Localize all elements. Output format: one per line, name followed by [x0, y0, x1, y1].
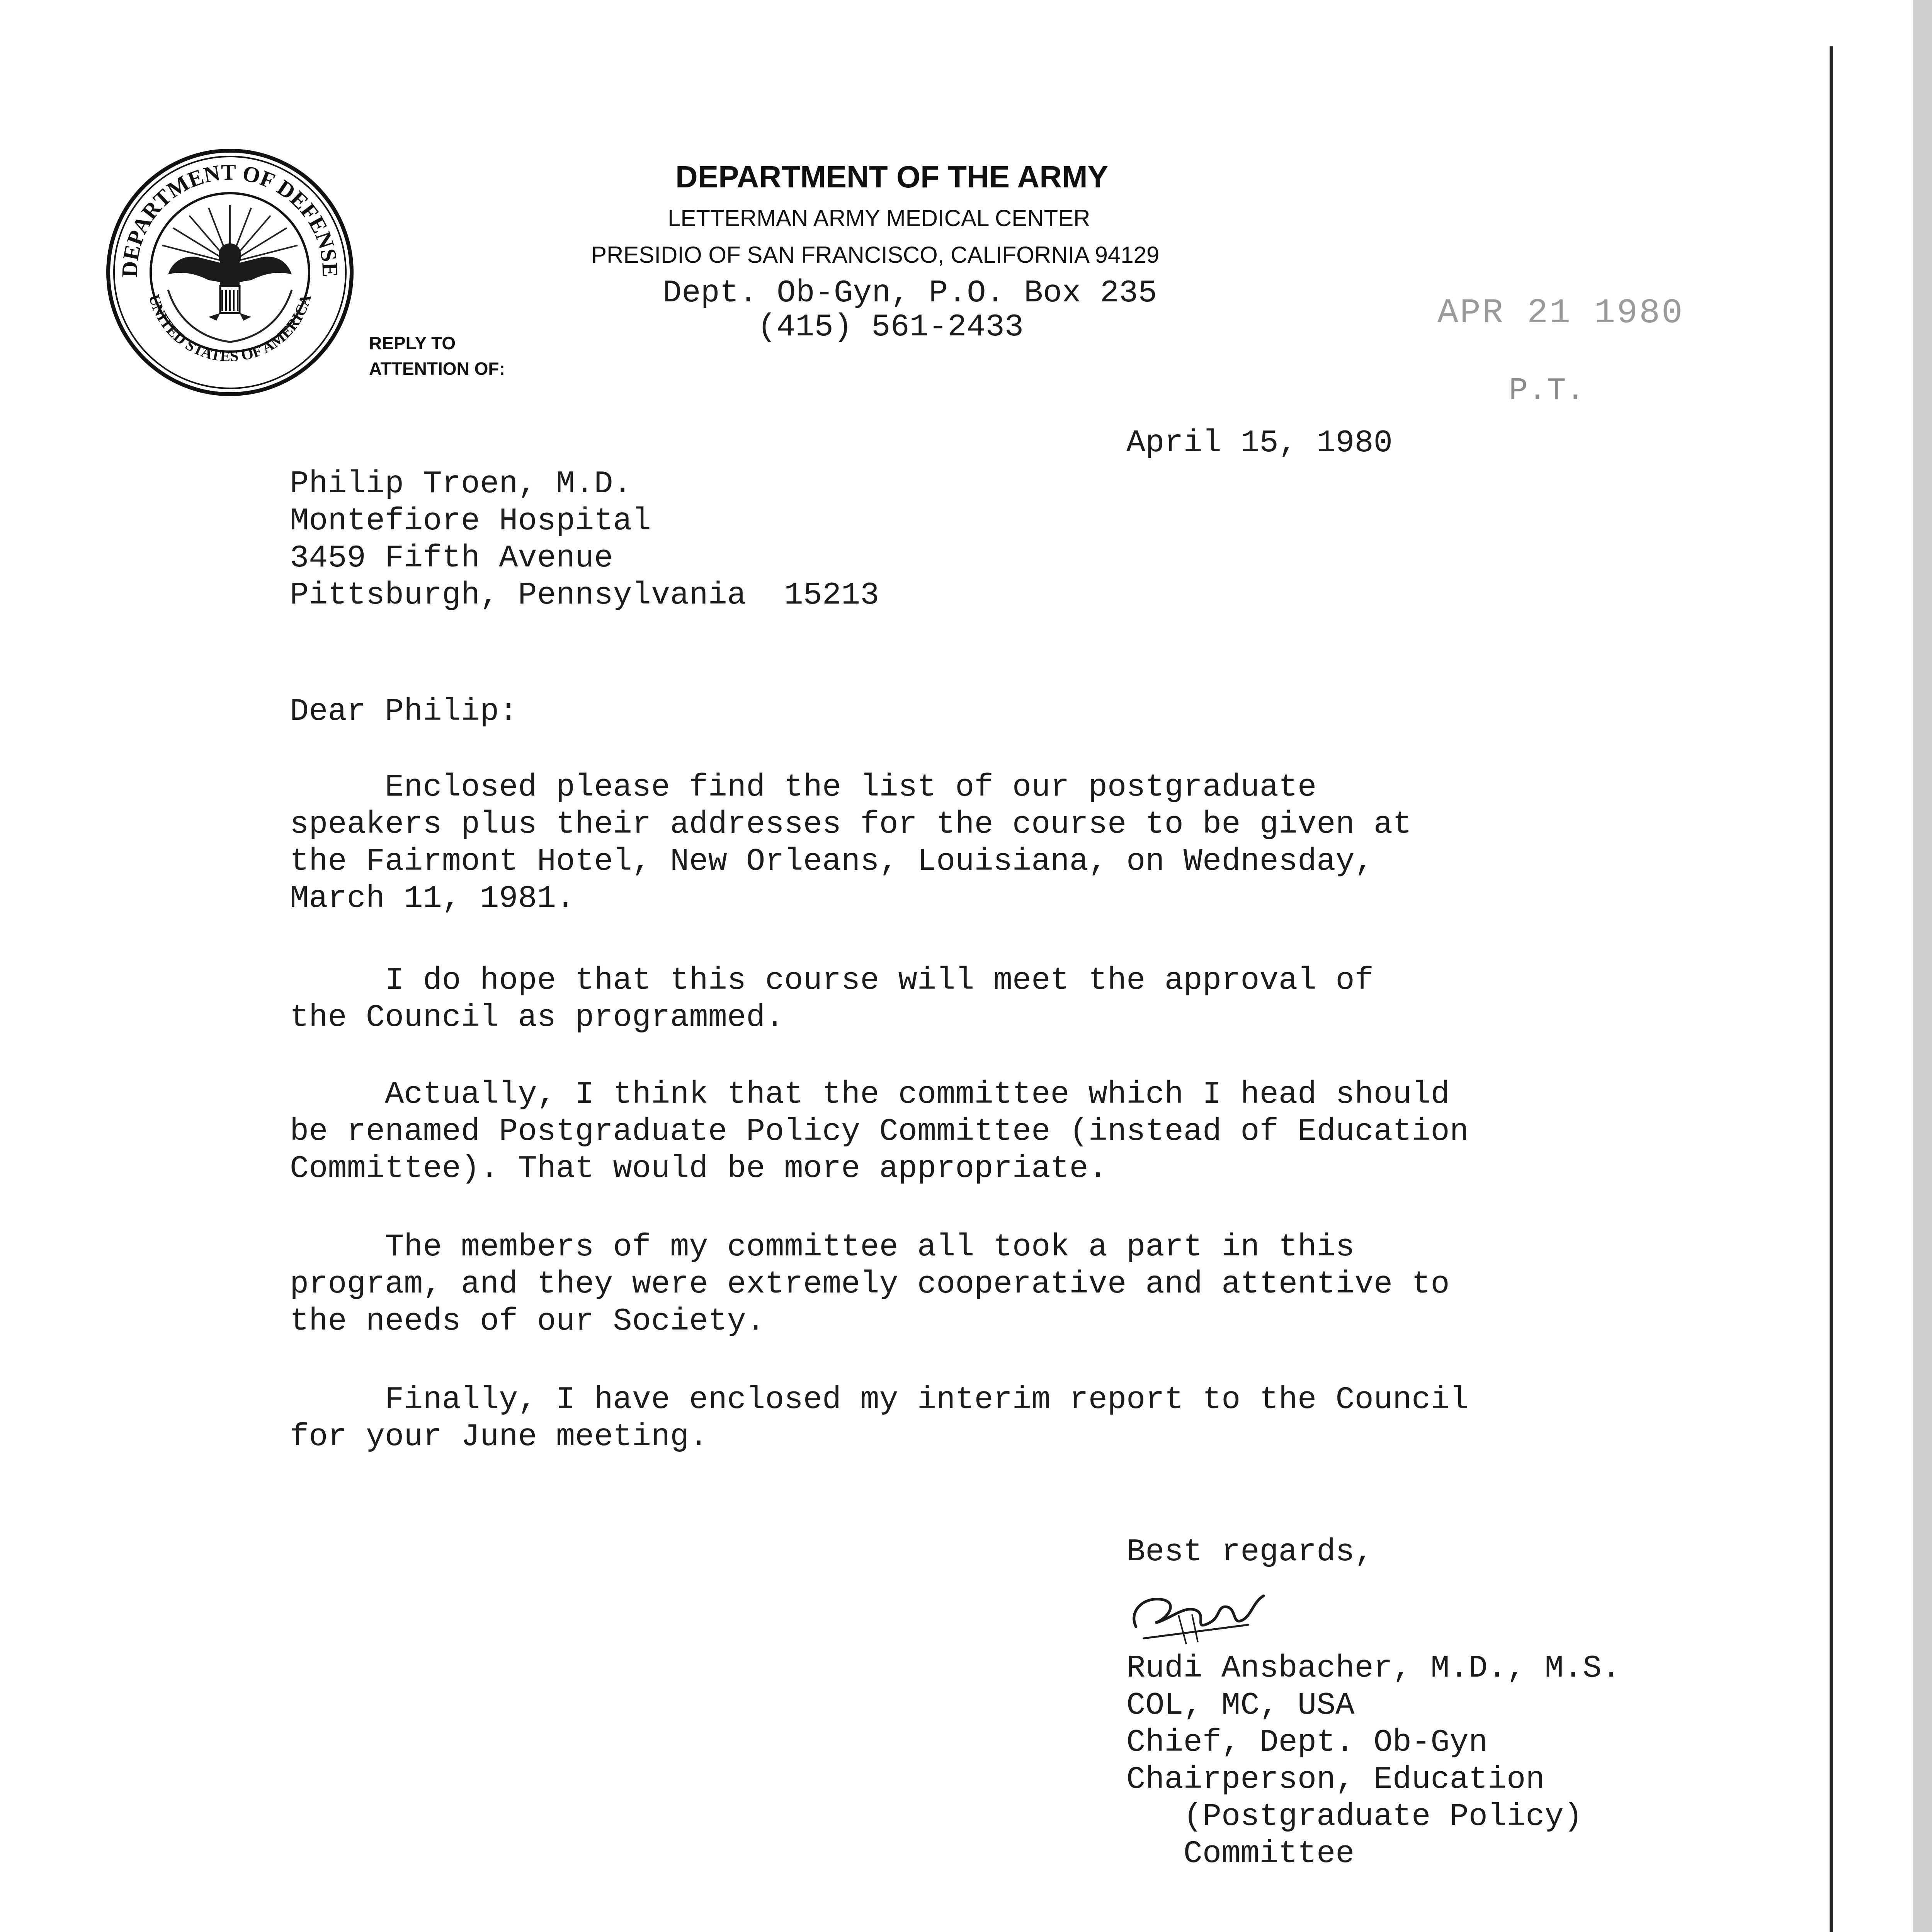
letter-date: April 15, 1980 — [1126, 425, 1393, 461]
eagle-icon — [168, 243, 292, 321]
salutation: Dear Philip: — [290, 694, 518, 730]
page-edge-line — [1830, 46, 1833, 1932]
seal-top-text: DEPARTMENT OF DEFENSE — [117, 159, 343, 278]
department-line: Dept. Ob-Gyn, P.O. Box 235 — [663, 275, 1157, 311]
seal-bottom-text: UNITED STATES OF AMERICA — [145, 292, 315, 365]
body-paragraph: I do hope that this course will meet the approval of the Council as programmed. — [290, 963, 1374, 1036]
letterhead-title: DEPARTMENT OF THE ARMY — [675, 160, 1108, 194]
page-edge — [1913, 0, 1932, 1932]
handwritten-signature — [1121, 1580, 1294, 1650]
body-paragraph: The members of my committee all took a part in this program, and they were extremely cooperative and attentive to the needs of our Society. — [290, 1229, 1450, 1339]
body-paragraph: Enclosed please find the list of our postgraduate speakers plus their addresses for the course to be given at the Fairmont Hotel, New Orleans, Louisiana, on Wednesday, March 11, 1981. — [290, 769, 1412, 917]
letterhead-center: LETTERMAN ARMY MEDICAL CENTER — [668, 205, 1090, 231]
recipient-address: Philip Troen, M.D. Montefiore Hospital 3459 Fifth Avenue Pittsburgh, Pennsylvania 15213 — [290, 466, 879, 613]
letterhead-location: PRESIDIO OF SAN FRANCISCO, CALIFORNIA 94129 — [591, 242, 1160, 268]
body-paragraph: Actually, I think that the committee which I head should be renamed Postgraduate Policy Committee (instead of Education Committee). That would be more appropriate. — [290, 1077, 1469, 1187]
signature-block: Rudi Ansbacher, M.D., M.S. COL, MC, USA Chief, Dept. Ob-Gyn Chairperson, Education (Postgraduate Policy) Committee — [1126, 1650, 1621, 1872]
dod-seal — [104, 147, 355, 398]
reply-to-label: REPLY TO ATTENTION OF: — [369, 333, 505, 379]
closing: Best regards, — [1126, 1534, 1374, 1570]
phone-number: (415) 561-2433 — [757, 309, 1024, 345]
received-stamp: APR 21 1980 — [1437, 294, 1684, 333]
stamp-initials: P.T. — [1509, 373, 1585, 409]
body-paragraph: Finally, I have enclosed my interim report to the Council for your June meeting. — [290, 1382, 1469, 1455]
